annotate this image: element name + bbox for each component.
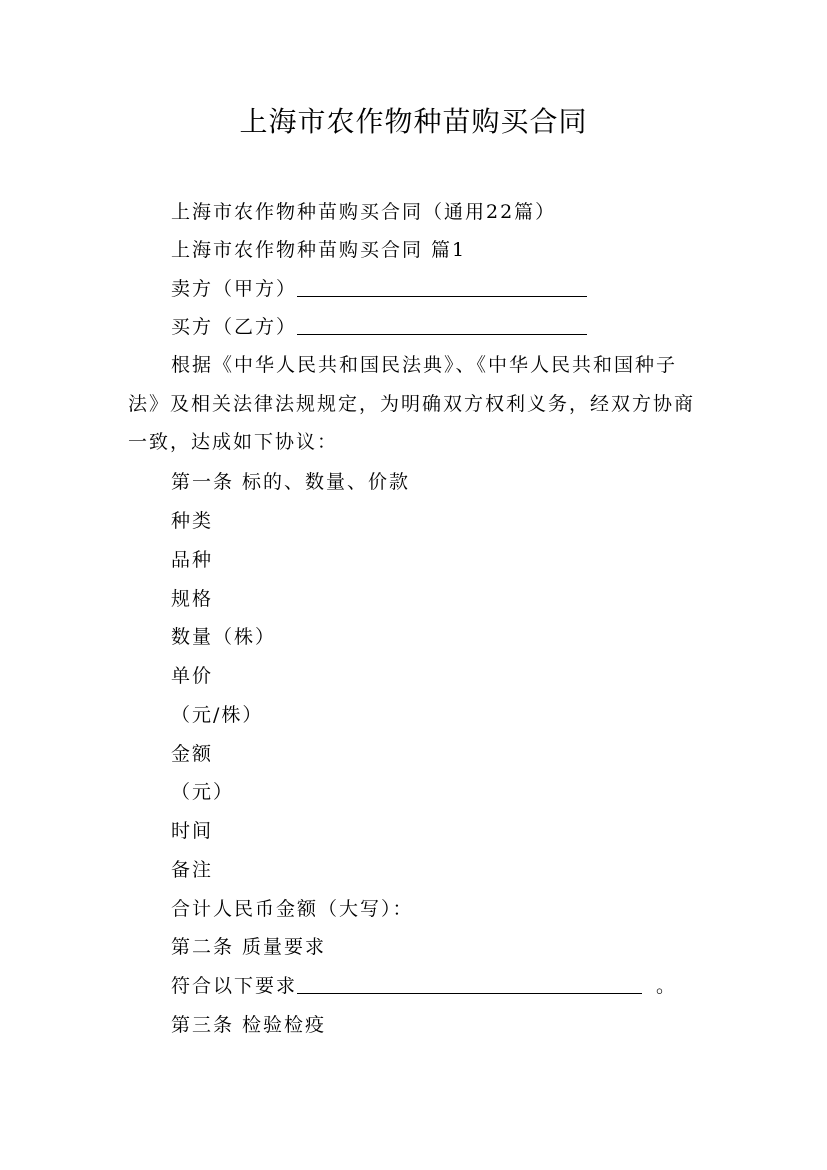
article1-heading: 第一条 标的、数量、价款 (171, 471, 411, 493)
total-amount-label: 合计人民币金额（大写）： (171, 898, 414, 920)
buyer-blank (297, 314, 587, 335)
section-heading: 上海市农作物种苗购买合同 篇1 (171, 239, 467, 261)
quality-text: 符合以下要求 (171, 975, 298, 997)
field-amount-unit: （元） (171, 781, 235, 803)
seller-line (171, 276, 587, 302)
buyer-label: 买方（乙方） (171, 316, 298, 338)
field-unit-price: 单价 (171, 665, 214, 687)
field-amount: 金额 (171, 743, 214, 765)
field-variety: 品种 (171, 549, 214, 571)
buyer-line (171, 314, 587, 340)
seller-blank (297, 276, 587, 297)
seller-label: 卖方（甲方） (171, 278, 298, 300)
article3-heading: 第三条 检验检疫 (171, 1014, 327, 1036)
field-type: 种类 (171, 510, 214, 532)
field-quantity: 数量（株） (171, 626, 277, 648)
document-subtitle: 上海市农作物种苗购买合同（通用22篇） (171, 201, 557, 223)
quality-line (171, 973, 677, 999)
field-remarks: 备注 (171, 859, 214, 881)
quality-blank (297, 973, 642, 994)
quality-end: 。 (656, 975, 678, 997)
field-time: 时间 (171, 820, 214, 842)
document-title: 上海市农作物种苗购买合同 (239, 105, 588, 138)
field-unit-price-unit: （元/株） (171, 704, 264, 726)
intro-paragraph: 根据《中华人民共和国民法典》、《中华人民共和国种子法》及相关法律法规规定，为明确双方权利义务，经双方协商一致，达成如下协议： (128, 354, 696, 454)
field-spec: 规格 (171, 588, 214, 610)
article2-heading: 第二条 质量要求 (171, 936, 327, 958)
